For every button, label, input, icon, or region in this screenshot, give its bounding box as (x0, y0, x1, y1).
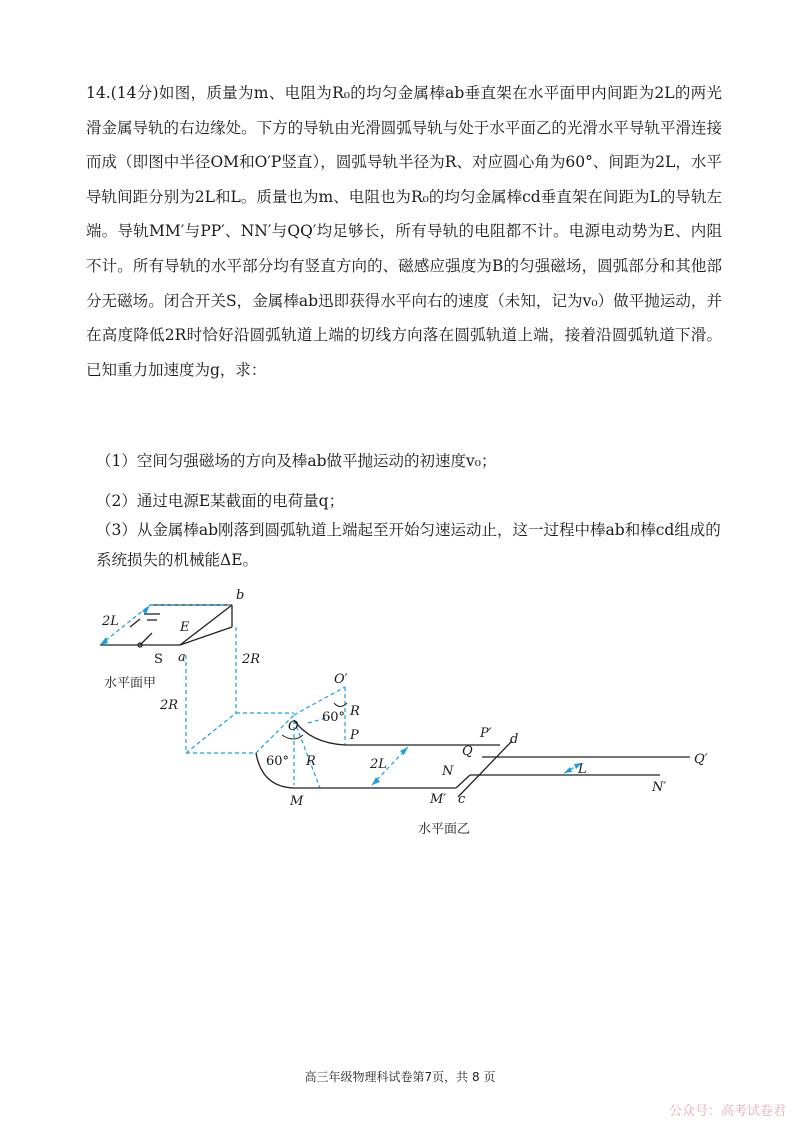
label-R-top: R (350, 704, 360, 719)
label-60-left: 60° (266, 754, 290, 769)
switch-battery (130, 614, 160, 647)
question-1: （1）空间匀强磁场的方向及棒ab做平抛运动的初速度v₀； (96, 452, 497, 470)
label-P-prime: P′ (480, 726, 492, 741)
label-2L-mid: 2L (370, 757, 387, 772)
label-Q-prime: Q′ (694, 752, 708, 767)
label-R-mid: R (306, 754, 316, 769)
label-O-prime: O′ (334, 672, 348, 687)
label-S: S (154, 652, 163, 667)
problem-number: 14. (86, 84, 111, 102)
problem-statement (86, 76, 722, 387)
label-2R-left: 2R (160, 698, 179, 713)
label-O: O (288, 719, 299, 734)
label-2R-right: 2R (242, 652, 261, 667)
label-P: P (350, 728, 359, 743)
question-2: （2）通过电源E某截面的电荷量q； (96, 492, 345, 510)
physics-figure (0, 575, 800, 845)
page-footer: 高三年级物理科试卷第7页，共 8 页 (304, 1070, 496, 1084)
problem-body: 如图，质量为m、电阻为R₀的均匀金属棒ab垂直架在水平面甲内间距为2L的两光滑金属导轨的右边缘处。下方的导轨由光滑圆弧导轨与处于水平面乙的光滑水平导轨平滑连接而成（即图中半径OM和O′P竖直），圆弧导轨半径为R、对应圆心角为60°、间距为2L，水平导轨间距分别为2L和L。质量也为m、电阻也为R₀的均匀金属棒cd垂直架在间距为L的导轨左端。导轨MM′与PP′、NN′与QQ′均足够长，所有导轨的电阻都不计。电源电动势为E、内阻不计。所有导轨的水平部分均有竖直方向的、磁感应强度为B的匀强磁场，圆弧部分和其他部分无磁场。闭合开关S，金属棒ab迅即获得水平向右的速度（未知，记为v₀）做平抛运动，并在高度降低2R时恰好沿圆弧轨道上端的切线方向落在圆弧轨道上端，接着沿圆弧轨道下滑。已知重力加速度为g，求： (86, 84, 722, 379)
problem-score: (14分) (110, 84, 159, 102)
label-2L-top: 2L (102, 614, 119, 629)
label-N-prime: N′ (652, 780, 667, 795)
dimension-arrows (100, 605, 582, 785)
label-N: N (442, 764, 454, 779)
label-60-top: 60° (322, 710, 346, 725)
dashed-guides (100, 605, 582, 788)
label-plane-yi: 水平面乙 (418, 822, 471, 837)
label-b: b (236, 588, 245, 603)
label-c: c (458, 792, 466, 807)
upper-rails (100, 605, 232, 645)
label-L: L (578, 762, 587, 777)
label-Q: Q (462, 744, 473, 759)
label-a: a (178, 650, 186, 665)
label-M: M (290, 794, 304, 809)
label-E: E (180, 620, 190, 635)
question-3: （3）从金属棒ab刚落到圆弧轨道上端起至开始匀速运动止，这一过程中棒ab和棒cd组成的系统损失的机械能ΔE。 (96, 521, 721, 569)
label-d: d (510, 732, 519, 747)
label-plane-jia: 水平面甲 (104, 676, 157, 691)
watermark-text: 公众号：高考试卷君 (668, 1104, 786, 1119)
label-M-prime: M′ (430, 792, 447, 807)
lower-rails (256, 720, 690, 797)
problem-text (86, 76, 722, 387)
